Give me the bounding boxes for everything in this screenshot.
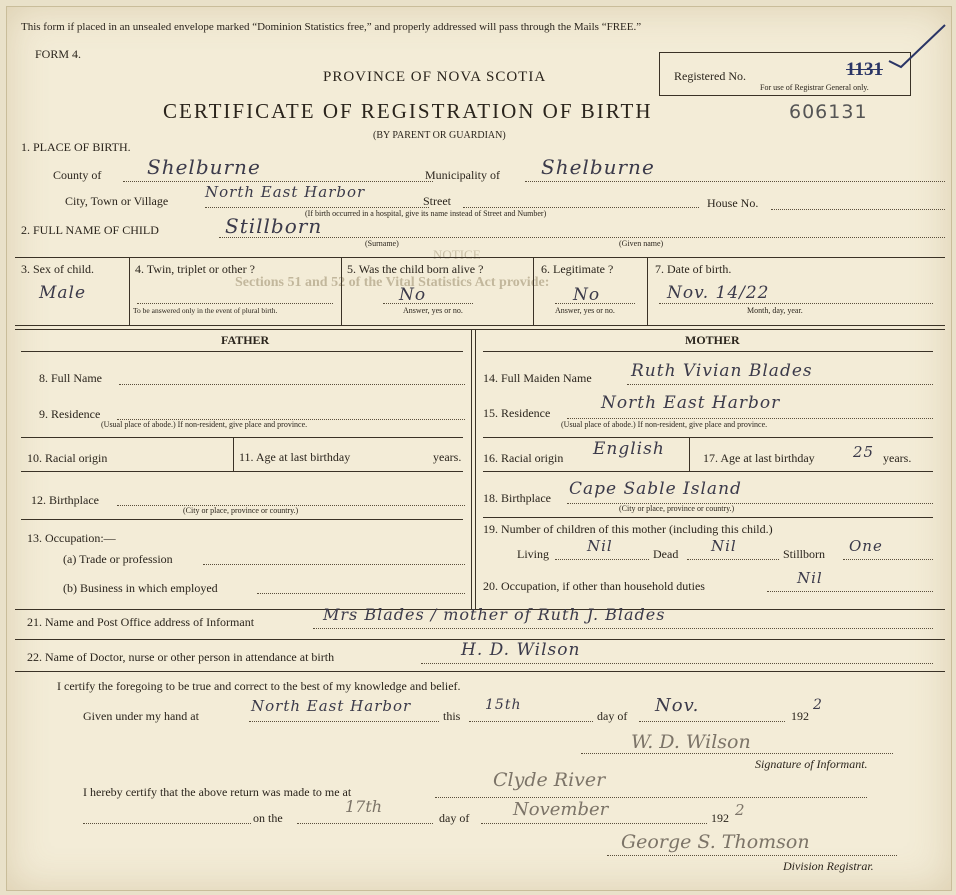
bleed-through-sections: Sections 51 and 52 of the Vital Statistics Act provide: bbox=[235, 275, 550, 290]
dead-value: Nil bbox=[711, 537, 737, 555]
place-heading: 1. PLACE OF BIRTH. bbox=[21, 140, 131, 154]
registrar-signature: George S. Thomson bbox=[621, 831, 810, 853]
city-line bbox=[205, 207, 429, 208]
living-line bbox=[555, 559, 649, 560]
city-value: North East Harbor bbox=[205, 183, 366, 201]
registrar-line: I hereby certify that the above return was made to me at bbox=[83, 785, 352, 799]
father-racial-label: 10. Racial origin bbox=[27, 451, 108, 465]
surname-note: (Surname) bbox=[365, 239, 399, 248]
twin-label: 4. Twin, triplet or other ? bbox=[135, 262, 255, 276]
dead-line bbox=[687, 559, 779, 560]
city-label: City, Town or Village bbox=[65, 194, 169, 208]
given-day-value: 15th bbox=[485, 697, 522, 713]
certify-top-rule bbox=[15, 671, 945, 672]
given-name-note: (Given name) bbox=[619, 239, 664, 248]
form-number: FORM 4. bbox=[35, 47, 82, 61]
row3-divider-4 bbox=[647, 257, 648, 325]
certificate-page bbox=[6, 6, 952, 891]
this-label: this bbox=[443, 709, 461, 723]
row3-divider-1 bbox=[129, 257, 130, 325]
registrar-note: For use of Registrar General only. bbox=[760, 83, 869, 92]
informant-value: Mrs Blades / mother of Ruth J. Blades bbox=[323, 605, 666, 624]
alive-note: Answer, yes or no. bbox=[403, 306, 463, 315]
parents-divider bbox=[471, 329, 472, 609]
father-occupation-rule bbox=[21, 519, 463, 520]
mother-age-value: 25 bbox=[853, 443, 875, 461]
street-line bbox=[463, 207, 699, 208]
province-heading: PROVINCE OF NOVA SCOTIA bbox=[323, 69, 547, 85]
registrar-year-prefix: 192 bbox=[711, 811, 729, 825]
twin-note: To be answered only in the event of plural birth. bbox=[133, 306, 278, 315]
father-racial-top bbox=[21, 437, 463, 438]
registrar-lead-line bbox=[83, 823, 251, 824]
municipality-line bbox=[525, 181, 945, 182]
legitimate-note: Answer, yes or no. bbox=[555, 306, 615, 315]
father-age-label: 11. Age at last birthday bbox=[239, 450, 351, 464]
registrar-signature-line bbox=[607, 855, 897, 856]
informant-signature-label: Signature of Informant. bbox=[755, 757, 868, 771]
mother-children-label: 19. Number of children of this mother (including this child.) bbox=[483, 522, 773, 536]
stillborn-line bbox=[843, 559, 933, 560]
mother-racial-top bbox=[483, 437, 933, 438]
registrar-day-value: 17th bbox=[345, 797, 383, 816]
father-birthplace-note: (City or place, province or country.) bbox=[183, 506, 299, 515]
registered-box bbox=[659, 52, 911, 96]
mother-racial-label: 16. Racial origin bbox=[483, 451, 564, 465]
mother-residence-value: North East Harbor bbox=[601, 393, 781, 413]
registered-label: Registered No. bbox=[674, 69, 746, 83]
mother-years: years. bbox=[883, 451, 912, 465]
father-residence-label: 9. Residence bbox=[39, 407, 101, 421]
date-of-birth-value: Nov. 14/22 bbox=[667, 283, 770, 303]
mother-occupation-label: 20. Occupation, if other than household duties bbox=[483, 579, 705, 593]
mother-age-label: 17. Age at last birthday bbox=[703, 451, 815, 465]
father-racial-divider bbox=[233, 437, 234, 471]
mother-occupation-value: Nil bbox=[797, 569, 823, 587]
registrar-title: Division Registrar. bbox=[783, 859, 874, 873]
street-note: (If birth occurred in a hospital, give its name instead of Street and Number) bbox=[305, 209, 547, 218]
registrar-month-value: November bbox=[513, 799, 609, 820]
father-residence-note: (Usual place of abode.) If non-resident, give place and province. bbox=[101, 420, 308, 429]
child-name-line bbox=[219, 237, 945, 238]
given-year-prefix: 192 bbox=[791, 709, 809, 723]
municipality-value: Shelburne bbox=[541, 155, 655, 179]
on-the-label: on the bbox=[253, 811, 283, 825]
mother-heading: MOTHER bbox=[685, 333, 740, 347]
father-years: years. bbox=[433, 450, 462, 464]
row3-bottom-rule bbox=[15, 325, 945, 326]
given-place-line bbox=[249, 721, 439, 722]
parents-top-rule bbox=[15, 329, 945, 330]
mother-residence-label: 15. Residence bbox=[483, 406, 551, 420]
mother-racial-divider bbox=[689, 437, 690, 471]
legitimate-label: 6. Legitimate ? bbox=[541, 262, 614, 276]
informant-signature-line bbox=[581, 753, 893, 754]
mother-maiden-label: 14. Full Maiden Name bbox=[483, 371, 592, 385]
county-label: County of bbox=[53, 168, 102, 182]
check-mark-icon bbox=[887, 21, 947, 71]
given-label: Given under my hand at bbox=[83, 709, 199, 723]
twin-line bbox=[137, 303, 333, 304]
father-birthplace-label: 12. Birthplace bbox=[31, 493, 99, 507]
legitimate-line bbox=[555, 303, 635, 304]
father-trade-line bbox=[203, 564, 465, 565]
living-label: Living bbox=[517, 547, 549, 561]
legitimate-value: No bbox=[573, 285, 601, 305]
date-of-birth-line bbox=[659, 303, 933, 304]
house-label: House No. bbox=[707, 196, 759, 210]
father-name-line bbox=[119, 384, 465, 385]
given-month-value: Nov. bbox=[655, 695, 700, 716]
doctor-label: 22. Name of Doctor, nurse or other person in attendance at birth bbox=[27, 650, 335, 664]
child-name-label: 2. FULL NAME OF CHILD bbox=[21, 223, 159, 237]
alive-line bbox=[383, 303, 473, 304]
given-day-of-label: day of bbox=[597, 709, 628, 723]
doctor-line bbox=[421, 663, 933, 664]
street-label: Street bbox=[423, 194, 451, 208]
registrar-day-line bbox=[297, 823, 433, 824]
mother-residence-note: (Usual place of abode.) If non-resident, give place and province. bbox=[561, 420, 768, 429]
given-year-value: 2 bbox=[813, 697, 823, 713]
parents-divider-2 bbox=[475, 329, 476, 609]
registered-value: 1131 bbox=[846, 59, 883, 80]
father-name-label: 8. Full Name bbox=[39, 371, 102, 385]
date-of-birth-label: 7. Date of birth. bbox=[655, 262, 732, 276]
mother-children-rule bbox=[483, 517, 933, 518]
registrar-year-value: 2 bbox=[735, 801, 745, 819]
mother-racial-value: English bbox=[593, 439, 665, 459]
mother-birthplace-value: Cape Sable Island bbox=[569, 479, 742, 499]
informant-signature: W. D. Wilson bbox=[631, 731, 751, 753]
mother-occupation-line bbox=[767, 591, 933, 592]
father-heading-rule bbox=[21, 351, 463, 352]
father-business-line bbox=[257, 593, 465, 594]
father-business-label: (b) Business in which employed bbox=[63, 581, 218, 595]
registrar-place-value: Clyde River bbox=[493, 769, 606, 791]
living-value: Nil bbox=[587, 537, 613, 555]
registrar-place-line bbox=[435, 797, 867, 798]
informant-label: 21. Name and Post Office address of Informant bbox=[27, 615, 255, 629]
municipality-label: Municipality of bbox=[425, 168, 500, 182]
stillborn-value: One bbox=[849, 537, 883, 555]
certify-line: I certify the foregoing to be true and correct to the best of my knowledge and belief. bbox=[57, 679, 461, 693]
registrar-day-of-label: day of bbox=[439, 811, 470, 825]
given-place-value: North East Harbor bbox=[251, 697, 412, 715]
house-line bbox=[771, 209, 945, 210]
informant-line bbox=[313, 628, 933, 629]
mother-maiden-line bbox=[627, 384, 933, 385]
mother-heading-rule bbox=[483, 351, 933, 352]
certificate-subtitle: (BY PARENT OR GUARDIAN) bbox=[373, 130, 506, 141]
child-name-value: Stillborn bbox=[225, 214, 323, 238]
row3-top-rule bbox=[15, 257, 945, 258]
county-line bbox=[123, 181, 433, 182]
stillborn-label: Stillborn bbox=[783, 547, 826, 561]
alive-value: No bbox=[399, 285, 427, 305]
sex-value: Male bbox=[39, 283, 87, 303]
dead-label: Dead bbox=[653, 547, 679, 561]
mother-maiden-value: Ruth Vivian Blades bbox=[631, 361, 813, 381]
mother-residence-line bbox=[567, 418, 933, 419]
alive-label: 5. Was the child born alive ? bbox=[347, 262, 484, 276]
row3-divider-3 bbox=[533, 257, 534, 325]
bleed-through-notice: NOTICE bbox=[433, 247, 481, 262]
father-occupation-label: 13. Occupation:— bbox=[27, 531, 116, 545]
father-heading: FATHER bbox=[221, 333, 270, 347]
certificate-title: CERTIFICATE OF REGISTRATION OF BIRTH bbox=[163, 99, 653, 123]
stamp-number: 606131 bbox=[789, 101, 868, 123]
date-of-birth-note: Month, day, year. bbox=[747, 306, 803, 315]
father-trade-label: (a) Trade or profession bbox=[63, 552, 173, 566]
mother-birthplace-label: 18. Birthplace bbox=[483, 491, 551, 505]
sex-label: 3. Sex of child. bbox=[21, 262, 94, 276]
mail-notice: This form if placed in an unsealed envelope marked “Dominion Statistics free,” and properly addressed will pass through the Mails “FREE.” bbox=[21, 21, 642, 33]
doctor-value: H. D. Wilson bbox=[461, 640, 581, 660]
registrar-month-line bbox=[481, 823, 707, 824]
given-day-line bbox=[469, 721, 593, 722]
mother-racial-bottom bbox=[483, 471, 933, 472]
mother-birthplace-note: (City or place, province or country.) bbox=[619, 504, 735, 513]
row3-divider-2 bbox=[341, 257, 342, 325]
given-month-line bbox=[639, 721, 785, 722]
county-value: Shelburne bbox=[147, 155, 261, 179]
father-racial-bottom bbox=[21, 471, 463, 472]
